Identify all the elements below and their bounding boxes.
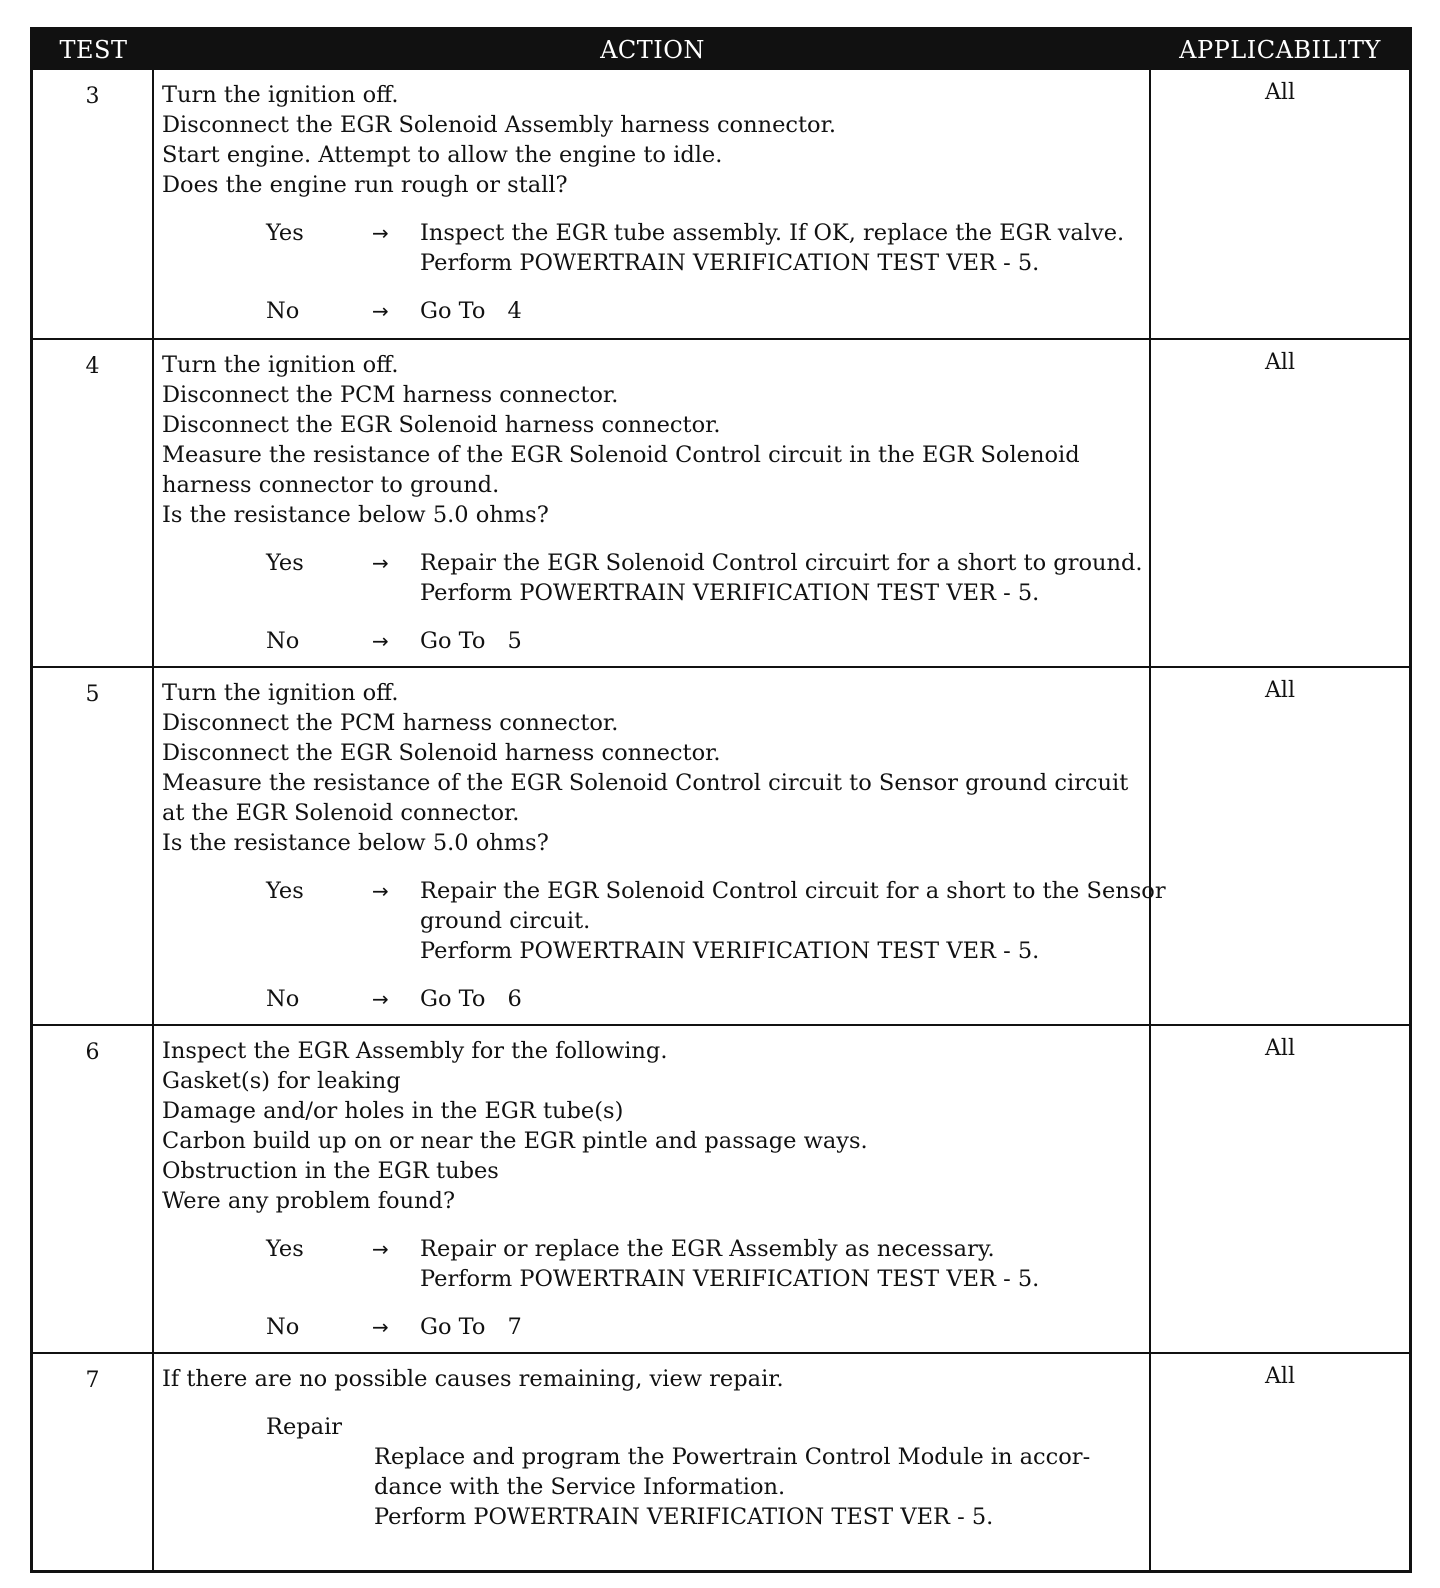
- no-outcome: [162, 296, 1141, 326]
- step-text: If there are no possible causes remaining, view repair.: [162, 1366, 784, 1392]
- repair-text: Replace and program the Powertrain Control Module in accor-: [374, 1444, 1091, 1470]
- step-text: Measure the resistance of the EGR Solenoid Control circuit in the EGR Solenoid: [162, 442, 1080, 468]
- yes-label: Yes: [266, 550, 304, 576]
- goto-text: Go To: [420, 986, 486, 1012]
- goto-text: Go To: [420, 298, 486, 324]
- arrow-right-icon: →: [372, 879, 389, 903]
- applicability-value: All: [1265, 678, 1295, 703]
- test-number: 3: [33, 70, 154, 338]
- goto-number: 7: [507, 1314, 522, 1340]
- step-text: Turn the ignition off.: [162, 352, 399, 378]
- step-text: Damage and/or holes in the EGR tube(s): [162, 1098, 624, 1124]
- action-cell: [154, 1026, 1151, 1352]
- step-text: Is the resistance below 5.0 ohms?: [162, 502, 549, 528]
- yes-text: Repair the EGR Solenoid Control circuirt for a short to ground.: [420, 550, 1143, 576]
- step-text: Carbon build up on or near the EGR pintle and passage ways.: [162, 1128, 868, 1154]
- yes-outcome: [162, 1234, 1141, 1294]
- repair-outcome: [162, 1412, 1141, 1532]
- no-label: No: [266, 986, 300, 1012]
- goto-number: 5: [507, 628, 522, 654]
- yes-text: Repair the EGR Solenoid Control circuit for a short to the Sensor: [420, 878, 1166, 904]
- table-row: [33, 338, 1409, 666]
- applicability-value: All: [1265, 350, 1295, 375]
- applicability-value: All: [1265, 1036, 1295, 1061]
- yes-text: Perform POWERTRAIN VERIFICATION TEST VER - 5.: [420, 1266, 1040, 1292]
- yes-label: Yes: [266, 878, 304, 904]
- step-text: harness connector to ground.: [162, 472, 500, 498]
- step-text: Is the resistance below 5.0 ohms?: [162, 830, 549, 856]
- yes-label: Yes: [266, 1236, 304, 1262]
- step-text: Does the engine run rough or stall?: [162, 172, 568, 198]
- yes-text: Inspect the EGR tube assembly. If OK, replace the EGR valve.: [420, 220, 1125, 246]
- applicability-value: All: [1265, 1364, 1295, 1389]
- arrow-right-icon: →: [372, 299, 389, 323]
- step-text: Gasket(s) for leaking: [162, 1068, 401, 1094]
- yes-text: Perform POWERTRAIN VERIFICATION TEST VER - 5.: [420, 250, 1040, 276]
- yes-text: Repair or replace the EGR Assembly as necessary.: [420, 1236, 995, 1262]
- goto-number: 6: [507, 986, 522, 1012]
- arrow-right-icon: →: [372, 1237, 389, 1261]
- step-text: Obstruction in the EGR tubes: [162, 1158, 499, 1184]
- yes-outcome: [162, 876, 1166, 966]
- step-text: Turn the ignition off.: [162, 82, 399, 108]
- step-text: Turn the ignition off.: [162, 680, 399, 706]
- table-row: [33, 666, 1409, 1024]
- step-text: Disconnect the PCM harness connector.: [162, 382, 619, 408]
- table-row: [33, 1024, 1409, 1352]
- yes-text: Perform POWERTRAIN VERIFICATION TEST VER - 5.: [420, 580, 1040, 606]
- action-cell: [154, 340, 1151, 666]
- step-text: Measure the resistance of the EGR Solenoid Control circuit to Sensor ground circuit: [162, 770, 1129, 796]
- test-number: 6: [33, 1026, 154, 1352]
- header-test: TEST: [59, 36, 128, 64]
- goto-text: Go To: [420, 1314, 486, 1340]
- yes-text: Perform POWERTRAIN VERIFICATION TEST VER - 5.: [420, 938, 1040, 964]
- diagnostic-table: [30, 27, 1412, 1573]
- table-header: [33, 30, 1409, 70]
- no-outcome: [162, 984, 1141, 1014]
- repair-text: Perform POWERTRAIN VERIFICATION TEST VER - 5.: [374, 1504, 994, 1530]
- step-text: Were any problem found?: [162, 1188, 456, 1214]
- action-cell: [154, 1354, 1151, 1570]
- arrow-right-icon: →: [372, 221, 389, 245]
- action-cell: [154, 70, 1151, 338]
- no-outcome: [162, 1312, 1141, 1342]
- yes-text: ground circuit.: [420, 908, 591, 934]
- step-text: Disconnect the PCM harness connector.: [162, 710, 619, 736]
- step-text: at the EGR Solenoid connector.: [162, 800, 520, 826]
- table-row: [33, 1352, 1409, 1570]
- action-cell: [154, 668, 1166, 1024]
- goto-number: 4: [507, 298, 522, 324]
- table-row: [33, 70, 1409, 338]
- test-number: 7: [33, 1354, 154, 1570]
- repair-text: dance with the Service Information.: [374, 1474, 786, 1500]
- arrow-right-icon: →: [372, 987, 389, 1011]
- test-number: 5: [33, 668, 154, 1024]
- no-label: No: [266, 628, 300, 654]
- repair-label: Repair: [266, 1414, 343, 1440]
- step-text: Start engine. Attempt to allow the engine to idle.: [162, 142, 723, 168]
- yes-label: Yes: [266, 220, 304, 246]
- yes-outcome: [162, 218, 1141, 278]
- no-label: No: [266, 298, 300, 324]
- goto-text: Go To: [420, 628, 486, 654]
- header-applicability: APPLICABILITY: [1179, 36, 1381, 64]
- step-text: Disconnect the EGR Solenoid Assembly harness connector.: [162, 112, 837, 138]
- header-action: ACTION: [600, 36, 705, 64]
- step-text: Disconnect the EGR Solenoid harness connector.: [162, 740, 721, 766]
- no-outcome: [162, 626, 1141, 656]
- step-text: Inspect the EGR Assembly for the following.: [162, 1038, 668, 1064]
- arrow-right-icon: →: [372, 629, 389, 653]
- test-number: 4: [33, 340, 154, 666]
- arrow-right-icon: →: [372, 1315, 389, 1339]
- applicability-value: All: [1265, 80, 1295, 105]
- yes-outcome: [162, 548, 1141, 608]
- step-text: Disconnect the EGR Solenoid harness connector.: [162, 412, 721, 438]
- no-label: No: [266, 1314, 300, 1340]
- arrow-right-icon: →: [372, 551, 389, 575]
